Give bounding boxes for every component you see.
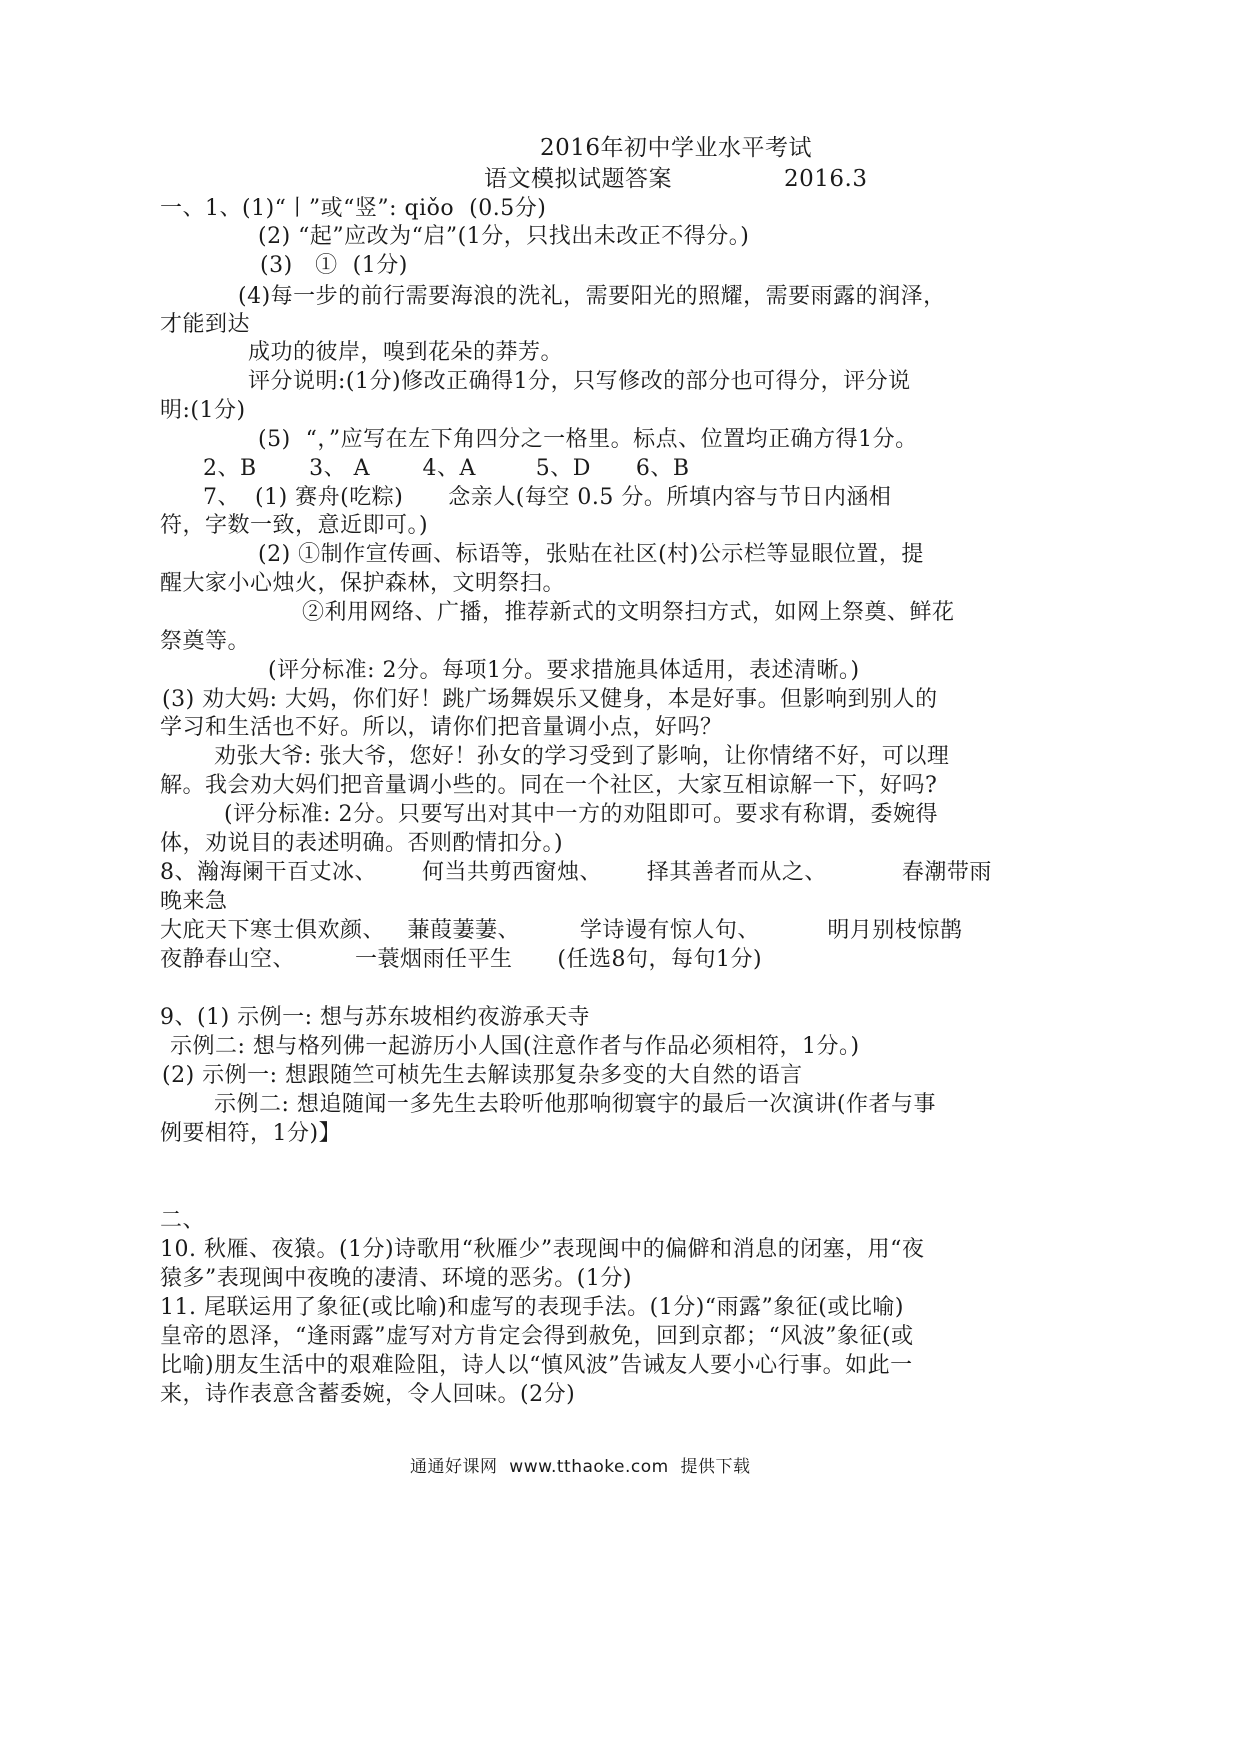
answer-line: ②利用网络、广播，推荐新式的文明祭扫方式，如网上祭奠、鲜花 xyxy=(302,600,955,625)
doc-subtitle: 语文模拟试题答案 xyxy=(484,166,672,192)
footer-download-note: 通通好课网 www.tthaoke.com 提供下载 xyxy=(410,1457,751,1477)
answer-line: 成功的彼岸，嗅到花朵的莽芳。 xyxy=(248,340,564,365)
answer-line: 比喻)朋友生活中的艰难险阻，诗人以“慎风波”告诫友人要小心行事。如此一 xyxy=(160,1353,913,1378)
answer-line: (5) “，”应写在左下角四分之一格里。标点、位置均正确方得1分。 xyxy=(258,427,918,452)
answer-line: 劝张大爷: 张大爷，您好！孙女的学习受到了影响，让你情绪不好，可以理 xyxy=(214,744,950,769)
answer-line: (2) “起”应改为“启”(1分，只找出未改正不得分。) xyxy=(258,224,750,249)
answer-line: 体，劝说目的表述明确。否则酌情扣分。) xyxy=(160,831,564,856)
answer-line: 醒大家小心烛火，保护森林，文明祭扫。 xyxy=(160,571,566,596)
answer-line: (4)每一步的前行需要海浪的洗礼，需要阳光的照耀，需要雨露的润泽， xyxy=(238,284,946,309)
answer-line: 一、1、(1)“丨”或“竖”: qiǒo (0.5分) xyxy=(160,196,547,221)
answer-line: 猿多”表现闽中夜晚的凄清、环境的恶劣。(1分) xyxy=(160,1266,632,1291)
answer-line: 例要相符，1分)】 xyxy=(160,1121,342,1146)
answer-line: 来，诗作表意含蓄委婉，令人回味。(2分) xyxy=(160,1382,576,1407)
section-heading: 二、 xyxy=(160,1208,206,1233)
answer-line: 10. 秋雁、夜猿。(1分)诗歌用“秋雁少”表现闽中的偏僻和消息的闭塞，用“夜 xyxy=(160,1237,925,1262)
answer-line: 明:(1分) xyxy=(160,398,246,423)
answer-line: 学习和生活也不好。所以，请你们把音量调小点，好吗？ xyxy=(160,715,723,740)
answer-line: 11. 尾联运用了象征(或比喻)和虚写的表现手法。(1分)“雨露”象征(或比喻) xyxy=(160,1295,904,1320)
doc-date: 2016.3 xyxy=(784,166,868,192)
answer-line: (2) ①制作宣传画、标语等，张贴在社区(村)公示栏等显眼位置，提 xyxy=(258,542,924,567)
answer-line: 夜静春山空、 一蓑烟雨任平生 (任选8句，每句1分) xyxy=(160,947,763,972)
answer-line: (评分标准: 2分。每项1分。要求措施具体适用，表述清晰。) xyxy=(268,658,860,683)
answer-line: (3) ① (1分) xyxy=(260,253,408,278)
doc-title: 2016年初中学业水平考试 xyxy=(540,135,813,161)
answer-line: 示例二: 想追随闻一多先生去聆听他那响彻寰宇的最后一次演讲(作者与事 xyxy=(214,1092,936,1117)
answer-line: 晚来急 xyxy=(160,889,228,914)
answer-line: (3) 劝大妈: 大妈，你们好！跳广场舞娱乐又健身，本是好事。但影响到别人的 xyxy=(162,687,938,712)
answer-line: 解。我会劝大妈们把音量调小些的。同在一个社区，大家互相谅解一下，好吗? xyxy=(160,773,938,798)
answer-line: 7、 (1) 赛舟(吃粽) 念亲人(每空 0.5 分。所填内容与节日内涵相 xyxy=(203,485,892,510)
answer-line: 皇帝的恩泽，“逢雨露”虚写对方肯定会得到赦免，回到京都；“风波”象征(或 xyxy=(160,1324,914,1349)
answer-line: 祭奠等。 xyxy=(160,629,251,654)
answer-line: 9、(1) 示例一: 想与苏东坡相约夜游承天寺 xyxy=(160,1005,591,1030)
answer-line: (2) 示例一: 想跟随竺可桢先生去解读那复杂多变的大自然的语言 xyxy=(162,1063,803,1088)
answer-line: 评分说明:(1分)修改正确得1分，只写修改的部分也可得分，评分说 xyxy=(248,369,911,394)
answer-line: 才能到达 xyxy=(160,312,251,337)
answer-line: (评分标准: 2分。只要写出对其中一方的劝阻即可。要求有称谓，委婉得 xyxy=(224,802,938,827)
answer-line: 示例二: 想与格列佛一起游历小人国(注意作者与作品必须相符，1分。) xyxy=(170,1034,860,1059)
answer-line: 大庇天下寒士俱欢颜、 蒹葭萋萋、 学诗谩有惊人句、 明月别枝惊鹊 xyxy=(160,918,963,943)
answer-line: 符，字数一致，意近即可。) xyxy=(160,513,429,538)
answer-line: 8、瀚海阑干百丈冰、 何当共剪西窗烛、 择其善者而从之、 春潮带雨 xyxy=(160,860,992,885)
answer-line: 2、B 3、 A 4、A 5、D 6、B xyxy=(203,456,690,481)
